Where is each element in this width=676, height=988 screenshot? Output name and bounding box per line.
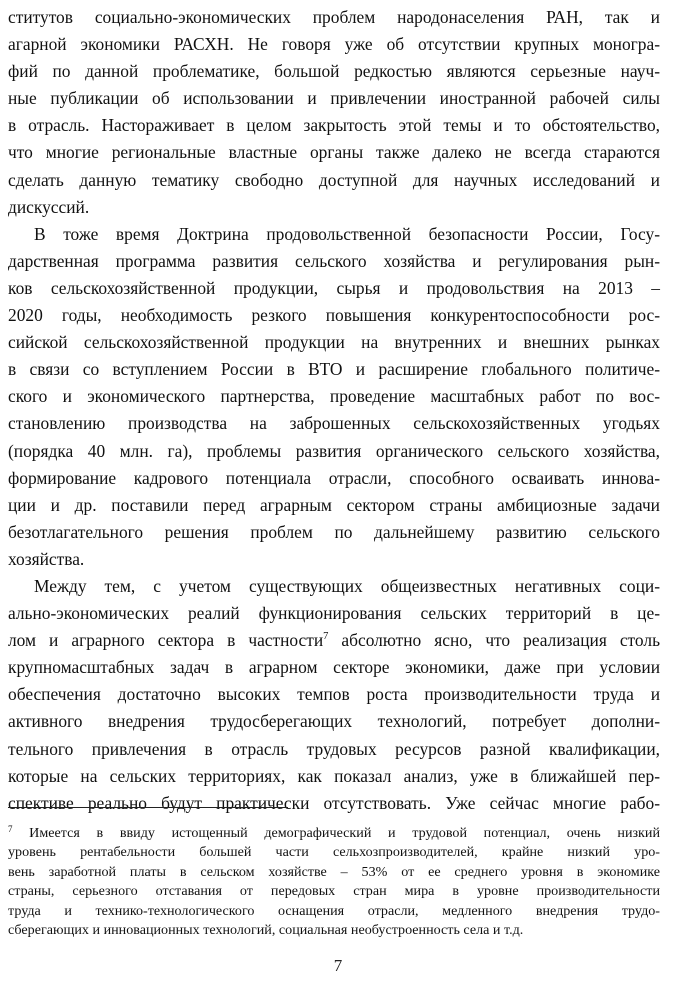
text-line: дискуссий. bbox=[8, 196, 90, 217]
text-line: безотлагательного решения проблем по дальнейшему развитию сельского bbox=[8, 521, 660, 542]
text-line: в отрасль. Настораживает в целом закрытость этой темы и то обстоятельство, bbox=[8, 115, 660, 136]
text-line: 2020 годы, необходимость резкого повышения конкурентоспособности рос- bbox=[8, 305, 660, 326]
text-line-with-footnote-ref bbox=[8, 627, 660, 654]
footnote-line: труда и технико-технологического оснащения отрасли, медленного внедрения трудо- bbox=[8, 902, 660, 919]
footnote-line: страны, серьезного отставания от передовых стран мира в уровне производительности bbox=[8, 883, 660, 900]
text-line: ции и др. поставили перед аграрным сектором страны амбициозные задачи bbox=[8, 494, 660, 515]
footnote-reference[interactable]: 7 bbox=[323, 631, 329, 643]
text-line: активного внедрения трудосберегающих технологий, потребует дополни- bbox=[8, 711, 660, 732]
text-line: что многие региональные властные органы также далеко не всегда стараются bbox=[8, 142, 660, 163]
footnote-line: уровень рентабельности большей части сельхозпроизводителей, крайне низкий уро- bbox=[8, 844, 660, 861]
text-line: фий по данной проблематике, большой редкостью являются серьезные науч- bbox=[8, 61, 660, 82]
text-line: в связи со вступлением России в ВТО и расширение глобального политиче- bbox=[8, 359, 660, 380]
text-line: сийской сельскохозяйственной продукции на внутренних и внешних рынках bbox=[8, 332, 660, 353]
text-line: которые на сельских территориях, как показал анализ, уже в ближайшей пер- bbox=[8, 765, 660, 786]
text-line: агарной экономики РАСХН. Не говоря уже об отсутствии крупных моногра- bbox=[8, 34, 660, 55]
footnote bbox=[8, 824, 660, 940]
text-line: формирование кадрового потенциала отрасли, способного осваивать иннова- bbox=[8, 467, 660, 488]
text-segment: абсолютно ясно, что реализация столь bbox=[328, 630, 660, 651]
paragraph-first-line: Между тем, с учетом существующих общеизвестных негативных соци- bbox=[34, 575, 660, 596]
text-line: хозяйства. bbox=[8, 548, 85, 569]
paragraph-first-line: В тоже время Доктрина продовольственной безопасности России, Госу- bbox=[34, 223, 660, 244]
footnote-text: Имеется в ввиду истощенный демографический и трудовой потенциал, очень низкий bbox=[12, 825, 660, 841]
footnote-separator bbox=[8, 807, 288, 808]
text-line: (порядка 40 млн. га), проблемы развития органического сельского хозяйства, bbox=[8, 440, 660, 461]
text-line: ков сельскохозяйственной продукции, сырья и продовольствия на 2013 – bbox=[8, 277, 660, 298]
text-line: ально-экономических реалий функционирования сельских территорий в це- bbox=[8, 603, 660, 624]
text-segment: лом и аграрного сектора в частности bbox=[8, 630, 324, 651]
text-line: ского и экономического партнерства, проведение масштабных работ по вос- bbox=[8, 386, 660, 407]
text-line: сделать данную тематику свободно доступной для научных исследований и bbox=[8, 169, 660, 190]
main-text bbox=[8, 4, 660, 817]
text-line: тельного привлечения в отрасль трудовых ресурсов разной квалификации, bbox=[8, 738, 660, 759]
text-line: дарственная программа развития сельского хозяйства и регулирования рын- bbox=[8, 250, 660, 271]
footnote-marker: 7 bbox=[8, 824, 13, 834]
footnote-line: вень заработной платы в сельском хозяйстве – 53% от ее среднего уровня в экономике bbox=[8, 863, 660, 880]
footnote-line: сберегающих и инновационных технологий, социальная необустроенность села и т.д. bbox=[8, 921, 524, 938]
text-line: становлению производства на заброшенных сельскохозяйственных угодьях bbox=[8, 413, 660, 434]
footnote-line bbox=[8, 824, 660, 843]
text-line: ститутов социально-экономических проблем народонаселения РАН, так и bbox=[8, 7, 660, 27]
page-number: 7 bbox=[333, 956, 343, 975]
text-line: обеспечения достаточно высоких темпов роста производительности труда и bbox=[8, 684, 660, 705]
text-line: ные публикации об использовании и привлечении иностранной рабочей силы bbox=[8, 88, 660, 109]
text-line: крупномасштабных задач в аграрном секторе экономики, даже при условии bbox=[8, 657, 660, 678]
text-line: спективе реально будут практически отсутствовать. Уже сейчас многие рабо- bbox=[8, 792, 660, 813]
